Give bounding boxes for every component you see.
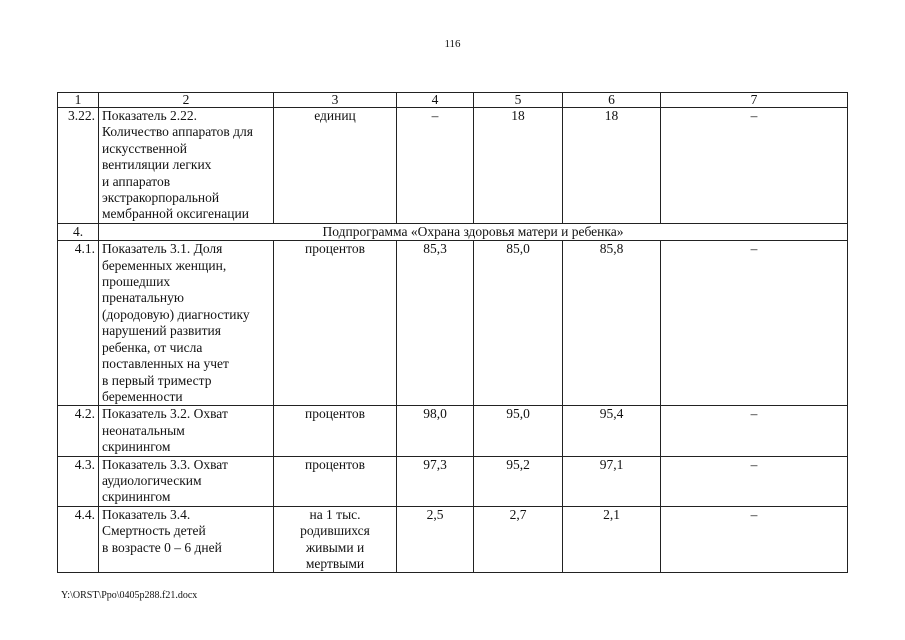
indicator-name-line: искусственной [102,140,187,156]
unit-cell [274,506,397,573]
indicator-name-line: мембранной оксигенации [102,206,249,222]
row-number: 4.4. [58,506,99,573]
indicator-name-line: Смертность детей [102,523,206,539]
table-row [58,506,848,573]
row-number: 4.1. [58,241,99,406]
indicator-name-line: нарушений развития [102,323,221,339]
unit-cell-line: процентов [304,456,365,472]
header-cell-6: 6 [563,93,661,108]
table-row [58,241,848,406]
unit-cell-line: процентов [304,406,365,422]
unit-cell [274,241,397,406]
indicator-name-line: Показатель 3.1. Доля [102,241,223,257]
indicator-name-line: Количество аппаратов для [102,124,253,140]
value-col-7: – [661,456,848,506]
value-col-6: 2,1 [563,506,661,573]
value-col-6: 95,4 [563,406,661,456]
value-col-4: 85,3 [397,241,474,406]
section-number: 4. [58,223,99,240]
value-col-7: – [661,108,848,224]
indicator-name [99,506,274,573]
header-cell-3: 3 [274,93,397,108]
unit-cell [274,406,397,456]
unit-cell-line: на 1 тыс. [309,506,361,522]
indicators-table [57,92,848,573]
indicator-name-line: в возрасте 0 – 6 дней [102,539,222,555]
unit-cell [274,108,397,224]
indicator-name [99,108,274,224]
indicator-name-line: аудиологическим [102,472,202,488]
indicator-name-line: ребенка, от числа [102,339,203,355]
header-cell-5: 5 [474,93,563,108]
header-cell-4: 4 [397,93,474,108]
file-path-footer: Y:\ORST\Ppo\0405p288.f21.docx [61,590,198,601]
indicator-name-line: пренатальную [102,290,184,306]
value-col-5: 2,7 [474,506,563,573]
section-row [58,223,848,240]
indicator-name-line: прошедших [102,274,171,290]
indicator-name-line: Показатель 3.3. Охват [102,456,228,472]
section-title: Подпрограмма «Охрана здоровья матери и ребенка» [99,223,848,240]
unit-cell-line: процентов [304,241,365,257]
value-col-6: 18 [563,108,661,224]
row-number: 4.3. [58,456,99,506]
indicator-name-line: Показатель 3.2. Охват [102,406,228,422]
indicator-name-line: поставленных на учет [102,356,229,372]
row-number: 4.2. [58,406,99,456]
indicator-name-line: Показатель 2.22. [102,108,197,123]
indicator-name-line: и аппаратов [102,173,171,189]
unit-cell-line: мертвыми [305,555,365,571]
indicator-name [99,406,274,456]
value-col-7: – [661,241,848,406]
value-col-7: – [661,406,848,456]
value-col-4: 97,3 [397,456,474,506]
unit-cell [274,456,397,506]
value-col-6: 97,1 [563,456,661,506]
indicator-name-line: Показатель 3.4. [102,506,191,522]
header-cell-2: 2 [99,93,274,108]
indicator-name-line: (дородовую) диагностику [102,306,250,322]
indicator-name [99,456,274,506]
table-header-row [58,93,848,108]
indicator-name-line: вентиляции легких [102,157,212,173]
page-number: 116 [444,38,461,50]
unit-cell-line: живыми и [305,539,365,555]
value-col-5: 85,0 [474,241,563,406]
table-row [58,456,848,506]
indicator-name [99,241,274,406]
indicator-name-line: скринингом [102,489,171,505]
value-col-5: 18 [474,108,563,224]
header-cell-1: 1 [58,93,99,108]
indicator-name-line: беременных женщин, [102,257,227,273]
value-col-5: 95,0 [474,406,563,456]
row-number: 3.22. [58,108,99,224]
unit-cell-line: единиц [314,108,356,123]
header-cell-7: 7 [661,93,848,108]
indicator-name-line: скринингом [102,439,171,455]
value-col-4: 98,0 [397,406,474,456]
value-col-4: 2,5 [397,506,474,573]
value-col-5: 95,2 [474,456,563,506]
value-col-7: – [661,506,848,573]
table-row [58,108,848,224]
value-col-4: – [397,108,474,224]
table-row [58,406,848,456]
indicator-name-line: беременности [102,388,183,404]
table-body [58,93,848,573]
value-col-6: 85,8 [563,241,661,406]
indicator-name-line: экстракорпоральной [102,190,220,206]
indicator-name-line: в первый триместр [102,372,212,388]
indicator-name-line: неонатальным [102,422,185,438]
unit-cell-line: родившихся [300,523,370,539]
